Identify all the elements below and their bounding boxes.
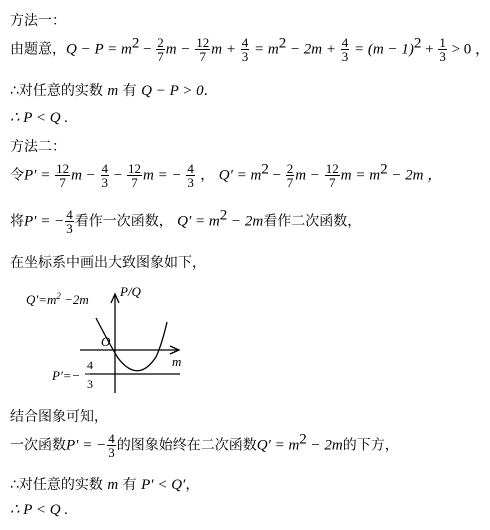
fraction: $\frac{4}{3}$ — [241, 35, 249, 64]
conclusion-line2: ∴对任意的实数 m 有 P′ < Q′， — [10, 477, 200, 493]
method2-heading: 方法二： — [10, 139, 66, 155]
conclusion-result: ∴ P < Q . — [10, 502, 69, 518]
y-axis-label: P/Q — [120, 284, 141, 299]
method1-result: ∴ P < Q . — [10, 110, 69, 126]
method2-definitions: 令P′ = $\frac{12}{7}$ m − $\frac{4}{3}$ − $\frac{12}{7}$ m = − $\frac{4}{3}$ ， $Q' = m^2$ − $\frac{2}{7}$ m − $\frac{12}{7}$ $m = m^2 - 2m$ ， — [10, 161, 443, 190]
x-axis-label: m — [172, 354, 182, 369]
method1-heading: 方法一： — [10, 13, 66, 29]
method2-draw-note: 在坐标系中画出大致图象如下， — [10, 255, 206, 271]
origin-label: O — [101, 334, 111, 349]
p-fraction-denominator: 3 — [87, 377, 93, 391]
fraction: $\frac{12}{7}$ — [196, 35, 210, 64]
q-function-label: $Q'=m^2 -2m$ — [26, 291, 89, 307]
method1-derivation: 由题意，$Q - P = m^2$ − $\frac{2}{7}$ m − $\frac{12}{7}$ m + $\frac{4}{3}$ = $m^2 - 2m$ + $\frac{4}{3}$ = $(m - 1)^2$ + $\frac{1}{3}$ > 0 ， — [10, 35, 490, 64]
p-fraction-numerator: 4 — [87, 358, 93, 372]
method2-view: 将P′ = − $\frac{4}{3}$ 看作一次函数， $Q' = m^2 - 2m$看作二次函数， — [10, 207, 362, 236]
conclusion-intro: 结合图象可知， — [10, 409, 108, 425]
fraction: $\frac{1}{3}$ — [439, 35, 446, 64]
method1-conclusion: ∴对任意的实数 m 有 Q − P > 0． — [10, 83, 218, 99]
conclusion-line1: 一次函数P′ = − $\frac{4}{3}$ 的图象始终在二次函数$Q' = m^2 - 2m$的下方， — [10, 431, 399, 460]
fraction: $\frac{2}{7}$ — [157, 35, 164, 64]
p-function-label: P′=− — [52, 368, 81, 383]
fraction: $\frac{4}{3}$ — [341, 35, 349, 64]
